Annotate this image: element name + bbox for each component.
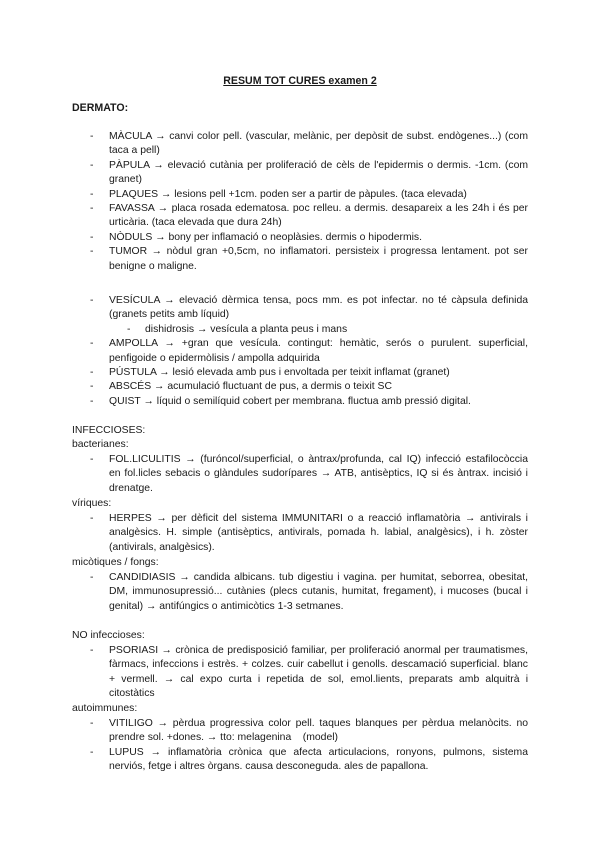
micotiques-label: micòtiques / fongs:: [72, 557, 159, 568]
no-infeccioses-list: [72, 644, 528, 702]
viriques-list: [72, 512, 528, 555]
list-item: - LUPUS → inflamatòria crònica que afecta articulacions, ronyons, pulmons, sistema nerviós, fetge i altres òrgans. causa desconeguda. ales de papallona.: [90, 746, 528, 773]
document-title: RESUM TOT CURES examen 2: [223, 75, 377, 87]
list-item: - HERPES → per dèficit del sistema IMMUNITARI o a reacció inflamatòria → antivirals i analgèsics. H. simple (antisèptics, antivirals, pomada h. labial, analgèsics), i h. zòster (antivirals, analgèsics).: [90, 513, 528, 553]
list-item: - ABSCÉS → acumulació fluctuant de pus, a dermis o teixit SC: [90, 381, 392, 393]
list-item: - FAVASSA → placa rosada edematosa. poc relleu. a dermis. desapareix a les 24h i és per urticària. (taca elevada que dura 24h): [90, 203, 528, 229]
list-item: - CANDIDIASIS → candida albicans. tub digestiu i vagina. per humitat, seborrea, obesitat, DM, immunosupressió... cutànies (plecs cutanis, humitat, fregament), i mucoses (bucal i genital) → antifúngics o antimicòtics 1-3 setmanes.: [90, 572, 528, 612]
micotiques-list: [72, 571, 528, 614]
list-item: - PSORIASI → crònica de predisposició familiar, per proliferació anormal per traumatismes, fàrmacs, infeccions i estrès. + colzes. cuir cabellut i genolls. descamació superficial. blanc + vermell. → cal expo curta i repetida de sol, emol.lients, preparats amb alquitrà i citostàtics: [90, 645, 528, 700]
list-item: - MÀCULA → canvi color pell. (vascular, melànic, per depòsit de subst. endògenes...) (com taca a pell): [90, 131, 528, 157]
bacterianes-list: [72, 453, 528, 496]
autoimmunes-label: autoimmunes:: [72, 703, 138, 714]
list-item: - PÀPULA → elevació cutània per proliferació de cèls de l'epidermis o dermis. -1cm. (com granet): [90, 159, 528, 186]
bacterianes-label: bacterianes:: [72, 439, 129, 450]
list-item: - NÒDULS → bony per inflamació o neoplàsies. dermis o hipodermis.: [90, 231, 423, 243]
list-item-nested: - dishidrosis → vesícula a planta peus i mans: [127, 323, 348, 335]
list-item: - AMPOLLA → +gran que vesícula. contingut: hemàtic, serós o purulent. superficial, penfigoide o epidermòlisis / ampolla adquirida: [90, 338, 528, 364]
list-item: - TUMOR → nòdul gran +0,5cm, no inflamatori. persisteix i progressa lentament. pot ser benigne o maligne.: [90, 246, 528, 272]
dermato-heading: DERMATO:: [72, 102, 129, 114]
list-item: - VESÍCULA → elevació dèrmica tensa, pocs mm. es pot infectar. no té càpsula definida (granets petits amb líquid): [90, 295, 528, 321]
list-item: - QUIST → líquid o semilíquid cobert per membrana. fluctua amb pressió digital.: [90, 395, 471, 407]
autoimmunes-list: [72, 717, 531, 775]
no-infeccioses-heading: NO infeccioses:: [72, 630, 145, 641]
list-item: - VITILIGO → pèrdua progressiva color pell. taques blanques per pèrdua melanòcits. no prendre sol. +dones. → tto: melagenina (model): [90, 718, 531, 744]
list-item: - PÚSTULA → lesió elevada amb pus i envoltada per teixit inflamat (granet): [90, 367, 450, 379]
viriques-label: víriques:: [72, 498, 112, 509]
dermato-list-2: [72, 294, 528, 409]
list-item: - PLAQUES → lesions pell +1cm. poden ser a partir de pàpules. (taca elevada): [90, 188, 467, 200]
dermato-list-1: [72, 130, 528, 274]
infeccioses-heading: INFECCIOSES:: [72, 425, 146, 436]
list-item: - FOL.LICULITIS → (furóncol/superficial, o àntrax/profunda, cal IQ) infecció estafilocòccia en fol.licles sebacis o glàndules sudorípares → ATB, antisèptics, IQ si és àntrax. incisió i drenatge.: [90, 454, 528, 494]
